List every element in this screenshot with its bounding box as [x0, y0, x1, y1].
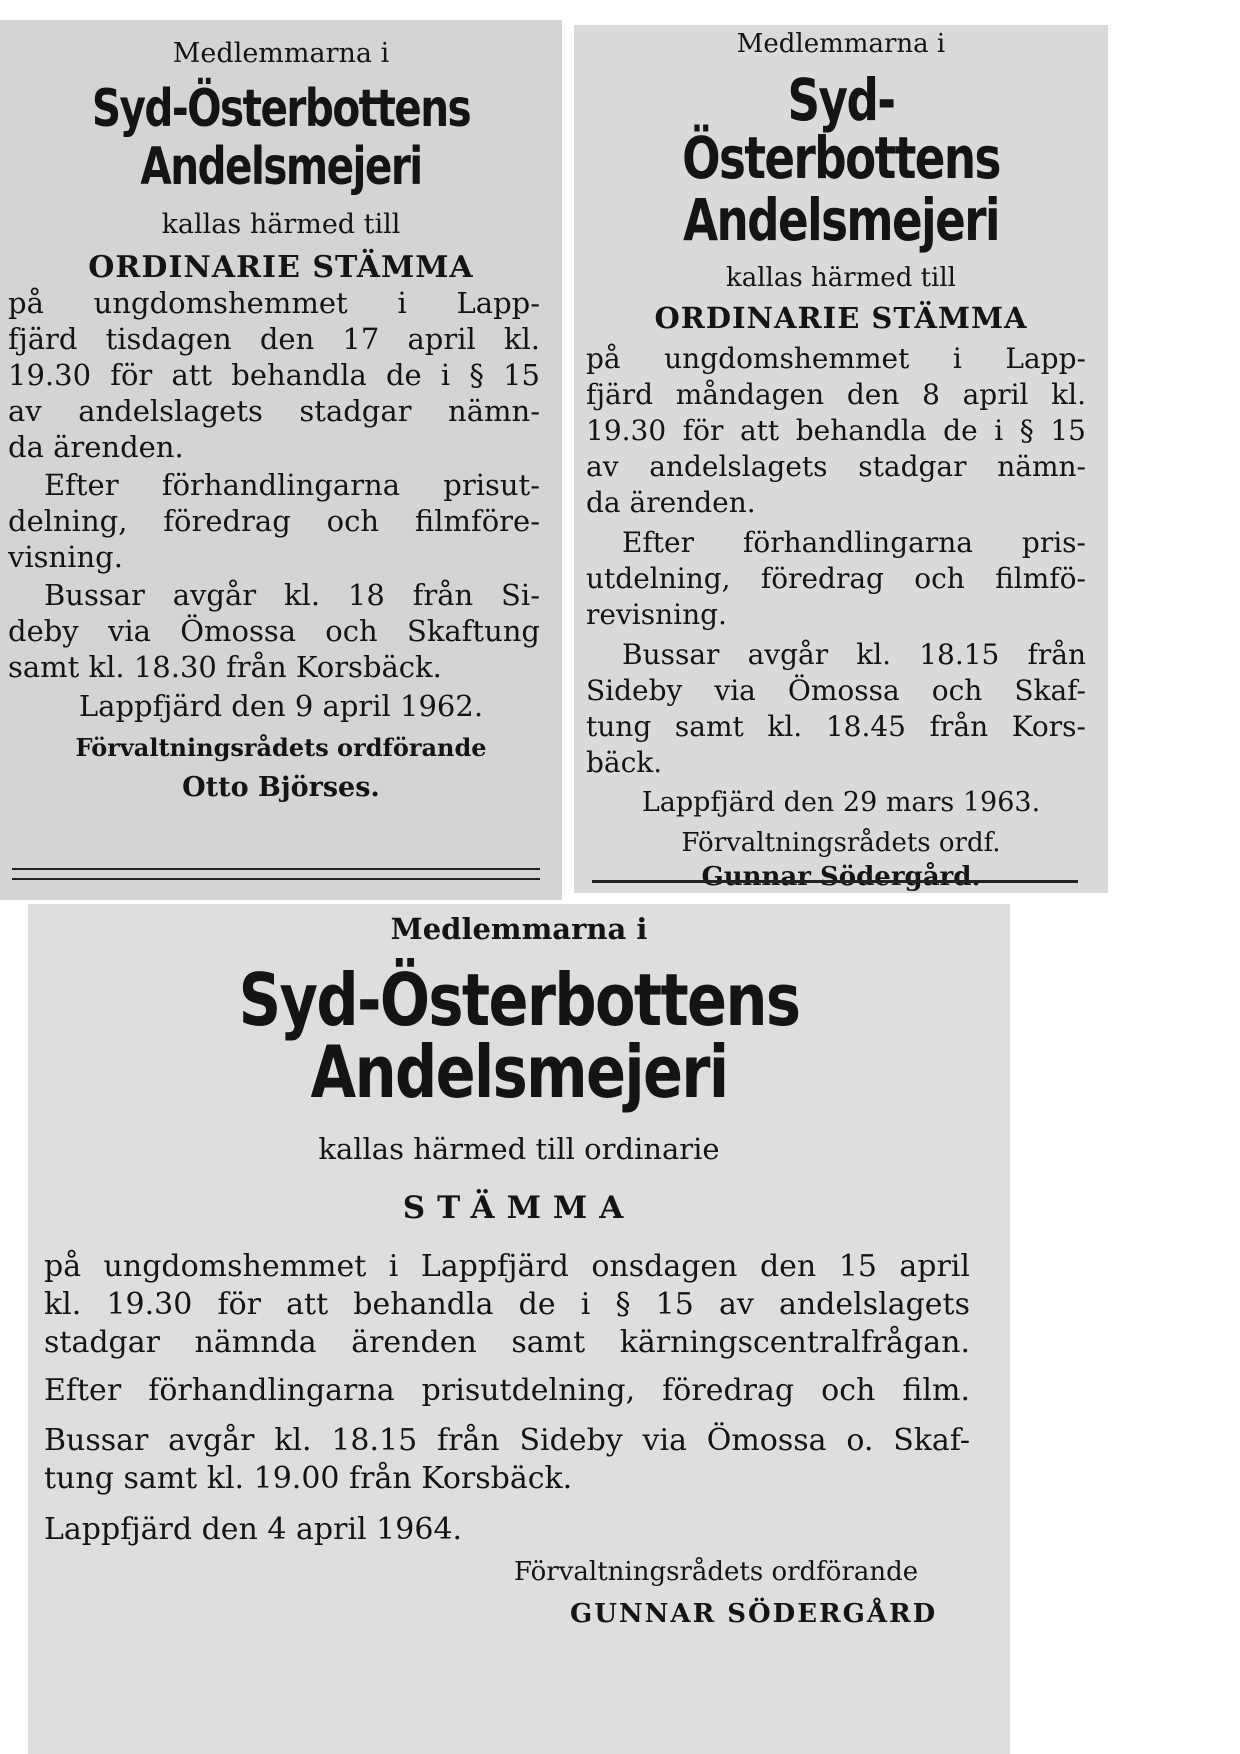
text-line: Efter förhandlingarna prisut-: [44, 468, 540, 502]
text-line: tung samt kl. 18.45 från Kors-: [586, 710, 1086, 743]
notice-title: Syd-Österbottens Andelsmejeri: [238, 958, 800, 1114]
notice-chairman-title: Förvaltningsrådets ordförande: [514, 1557, 919, 1587]
notice-place-date: Lappfjärd den 29 mars 1963.: [641, 787, 1041, 818]
notice-chairman-title: Förvaltningsrådets ordf.: [681, 828, 1001, 858]
text-line: av andelslagets stadgar nämn-: [8, 394, 540, 428]
notice-1962: [0, 20, 562, 900]
notice-title-line1: Syd-Österbottens: [682, 66, 1000, 192]
notice-paragraph-1: [28, 1248, 1010, 1362]
text-line: på ungdomshemmet i Lapp-: [586, 342, 1086, 375]
notice-paragraph-1: [574, 341, 1108, 521]
text-line: delning, föredrag och filmföre-: [8, 504, 540, 538]
text-line: Efter förhandlingarna pris-: [622, 526, 1086, 559]
notice-chairman-name: Otto Björses.: [182, 772, 380, 803]
text-line: utdelning, föredrag och filmfö-: [586, 562, 1086, 595]
text-line: samt kl. 18.30 från Korsbäck.: [8, 650, 442, 684]
text-line: bäck.: [586, 746, 663, 779]
notice-paragraph-3: [574, 637, 1108, 781]
divider: [12, 868, 540, 870]
text-line: revisning.: [586, 598, 727, 631]
notice-title-line1: Syd-Österbottens: [91, 79, 471, 139]
text-line: fjärd tisdagen den 17 april kl.: [8, 322, 540, 356]
text-line: på ungdomshemmet i Lappfjärd onsdagen den 15 april: [44, 1249, 970, 1284]
divider: [12, 878, 540, 880]
divider: [592, 880, 1078, 883]
text-line: Bussar avgår kl. 18 från Si-: [44, 578, 540, 612]
notice-invite: kallas härmed till ordinarie: [318, 1132, 720, 1166]
text-line: da ärenden.: [586, 486, 756, 519]
notice-chairman-title: Förvaltningsrådets ordförande: [75, 733, 487, 762]
notice-intro: Medlemmarna i: [736, 29, 946, 59]
notice-title-line2: Andelsmejeri: [140, 137, 422, 197]
notice-invite: kallas härmed till: [161, 209, 401, 240]
text-line: stadgar nämnda ärenden samt kärningscentralfrågan.: [44, 1325, 970, 1360]
notice-place-date: Lappfjärd den 9 april 1962.: [78, 689, 484, 723]
text-line: Sideby via Ömossa och Skaf-: [586, 674, 1086, 707]
text-line: Efter förhandlingarna prisutdelning, föredrag och film.: [44, 1373, 970, 1408]
notice-intro: Medlemmarna i: [390, 912, 648, 946]
notice-title-line2: Andelsmejeri: [683, 186, 999, 254]
notice-meeting: STÄMMA: [402, 1190, 636, 1226]
notice-paragraph-2: [0, 467, 562, 575]
text-line: tung samt kl. 19.00 från Korsbäck.: [44, 1461, 573, 1496]
notice-paragraph-3: [0, 577, 562, 685]
notice-intro: Medlemmarna i: [172, 38, 390, 69]
notice-meeting: ORDINARIE STÄMMA: [654, 301, 1028, 335]
text-line: visning.: [8, 540, 123, 574]
notice-chairman-name: GUNNAR SÖDERGÅRD: [570, 1599, 938, 1629]
text-line: Bussar avgår kl. 18.15 från: [622, 638, 1086, 671]
notice-invite: kallas härmed till: [725, 263, 956, 293]
notice-paragraph-2: [574, 525, 1108, 633]
text-line: kl. 19.30 för att behandla de i § 15 av andelslagets: [44, 1287, 970, 1322]
text-line: Bussar avgår kl. 18.15 från Sideby via Ömossa o. Skaf-: [44, 1423, 970, 1458]
notice-1963: [574, 25, 1108, 893]
text-line: fjärd måndagen den 8 april kl.: [586, 378, 1086, 411]
text-line: av andelslagets stadgar nämn-: [586, 450, 1086, 483]
text-line: 19.30 för att behandla de i § 15: [8, 358, 540, 392]
notice-paragraph-1: [0, 285, 562, 465]
text-line: 19.30 för att behandla de i § 15: [586, 414, 1086, 447]
text-line: deby via Ömossa och Skaftung: [8, 614, 540, 648]
text-line: på ungdomshemmet i Lapp-: [8, 286, 540, 320]
notice-chairman-name: Gunnar Södergård.: [701, 862, 981, 892]
text-line: da ärenden.: [8, 430, 184, 464]
notice-meeting: ORDINARIE STÄMMA: [88, 250, 474, 285]
notice-1964: [28, 904, 1010, 1754]
notice-paragraph-2: [28, 1372, 1010, 1410]
notice-paragraph-3: [28, 1422, 1010, 1498]
notice-place-date: Lappfjärd den 4 april 1964.: [44, 1512, 463, 1547]
